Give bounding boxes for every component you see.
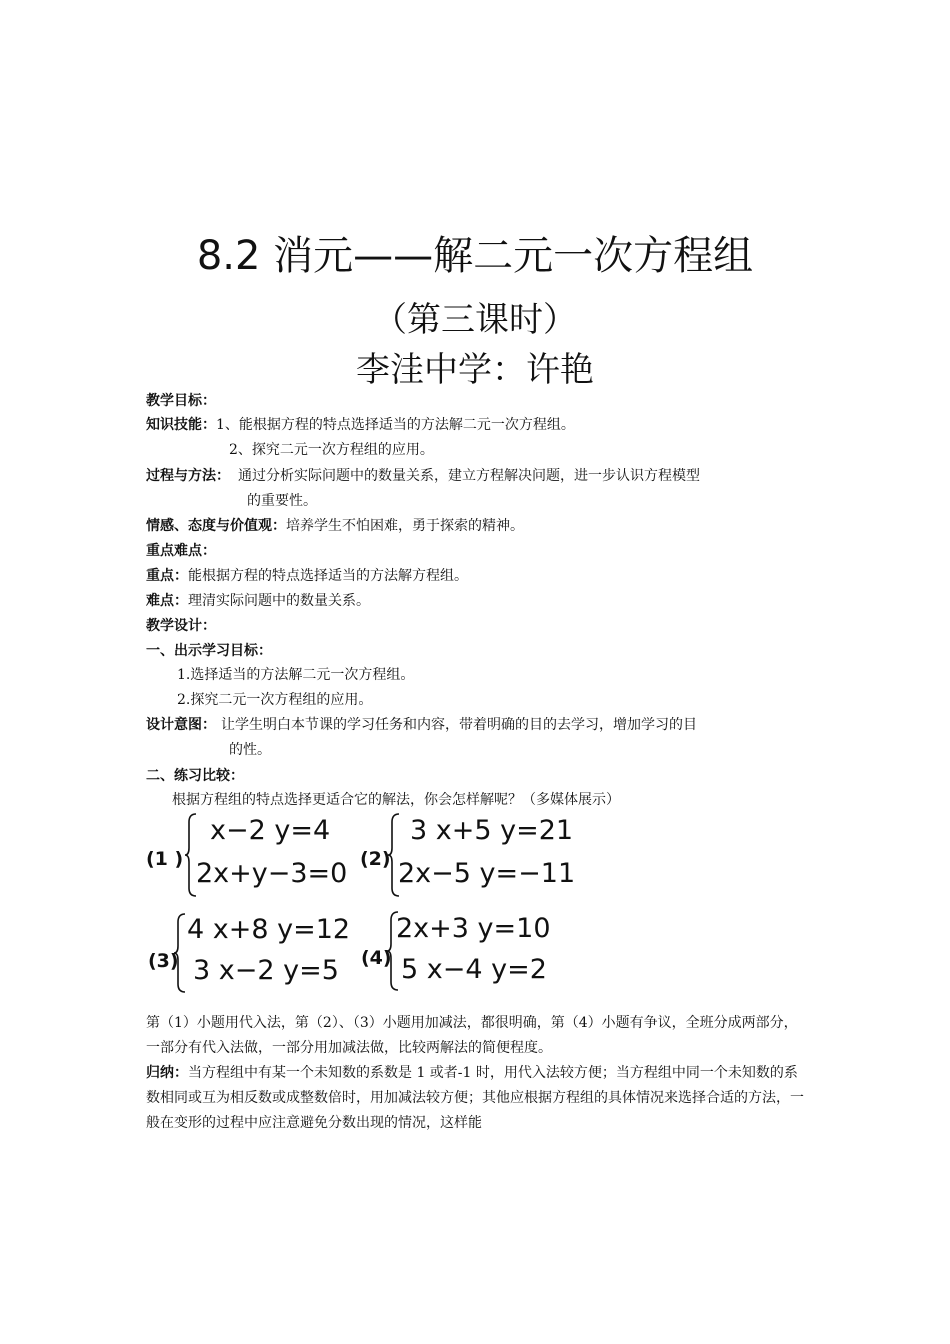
intent-label: 设计意图： [146,717,216,733]
intent-text-2: 的性。 [229,742,271,758]
process-text-2: 的重要性。 [247,493,317,509]
author-line: 李洼中学：许艳 [356,350,594,390]
keypoints-heading: 重点难点： [146,543,216,559]
equation: 5 x−4 y=2 [401,954,547,985]
system-label: (2) [360,848,391,870]
step2-intro: 根据方程组的特点选择更适合它的解法，你会怎样解呢？（多媒体展示） [172,792,620,808]
intent-line [146,716,697,734]
page-title: 8.2 消元——解二元一次方程组 [196,233,754,279]
discussion-paragraph: 第（1）小题用代入法，第（2）、（3）小题用加减法，都很明确，第（4）小题有争议，全班分成两部分，一部分有代入法做，一部分用加减法做，比较两解法的简便程度。 [146,1015,798,1056]
skill-line-1 [146,416,575,434]
system-label: (3) [148,950,179,972]
equation: 4 x+8 y=12 [187,914,351,945]
key-line [146,567,468,585]
skill-item-1: 1、能根据方程的特点选择适当的方法解二元一次方程组。 [216,417,575,433]
summary-paragraph [146,1061,810,1136]
emotion-label: 情感、态度与价值观： [146,518,286,534]
brace-icon [173,912,187,994]
page-subtitle: （第三课时） [373,300,577,340]
summary-label: 归纳： [146,1065,188,1081]
difficulty-label: 难点： [146,593,188,609]
step1-heading: 一、出示学习目标： [146,643,272,659]
system-label: (1 ) [146,848,184,870]
process-text-1: 通过分析实际问题中的数量关系，建立方程解决问题，进一步认识方程模型 [238,468,700,484]
difficulty-text: 理清实际问题中的数量关系。 [188,593,370,609]
emotion-text: 培养学生不怕困难，勇于探索的精神。 [286,518,524,534]
key-label: 重点： [146,568,188,584]
equation: x−2 y=4 [210,815,331,846]
intent-text-1: 让学生明白本节课的学习任务和内容，带着明确的目的去学习，增加学习的目 [221,717,697,733]
goal-heading: 教学目标： [146,393,216,409]
step2-heading: 二、练习比较： [146,768,244,784]
system-label: (4) [361,947,392,969]
equation: 2x+y−3=0 [196,858,348,889]
difficulty-line [146,592,370,610]
equation: 3 x−2 y=5 [193,955,339,986]
skill-item-2: 2、探究二元一次方程组的应用。 [229,442,434,458]
step1-item-1: 1.选择适当的方法解二元一次方程组。 [177,667,415,683]
step1-item-2: 2.探究二元一次方程组的应用。 [177,692,373,708]
process-line [146,467,700,485]
equation: 3 x+5 y=21 [410,815,574,846]
equation: 2x+3 y=10 [396,913,551,944]
design-heading: 教学设计： [146,618,216,634]
key-text: 能根据方程的特点选择适当的方法解方程组。 [188,568,468,584]
equation: 2x−5 y=−11 [398,858,576,889]
emotion-line [146,517,524,535]
skill-label: 知识技能： [146,417,216,433]
process-label: 过程与方法： [146,468,230,484]
summary-text: 当方程组中有某一个未知数的系数是 1 或者-1 时，用代入法较方便；当方程组中同一个未知数的系数相同或互为相反数或成整数倍时，用加减法较方便；其他应根据方程组的具体情况来选择合适的方法，一般在变形的过程中应注意避免分数出现的情况，这样能 [146,1065,804,1131]
